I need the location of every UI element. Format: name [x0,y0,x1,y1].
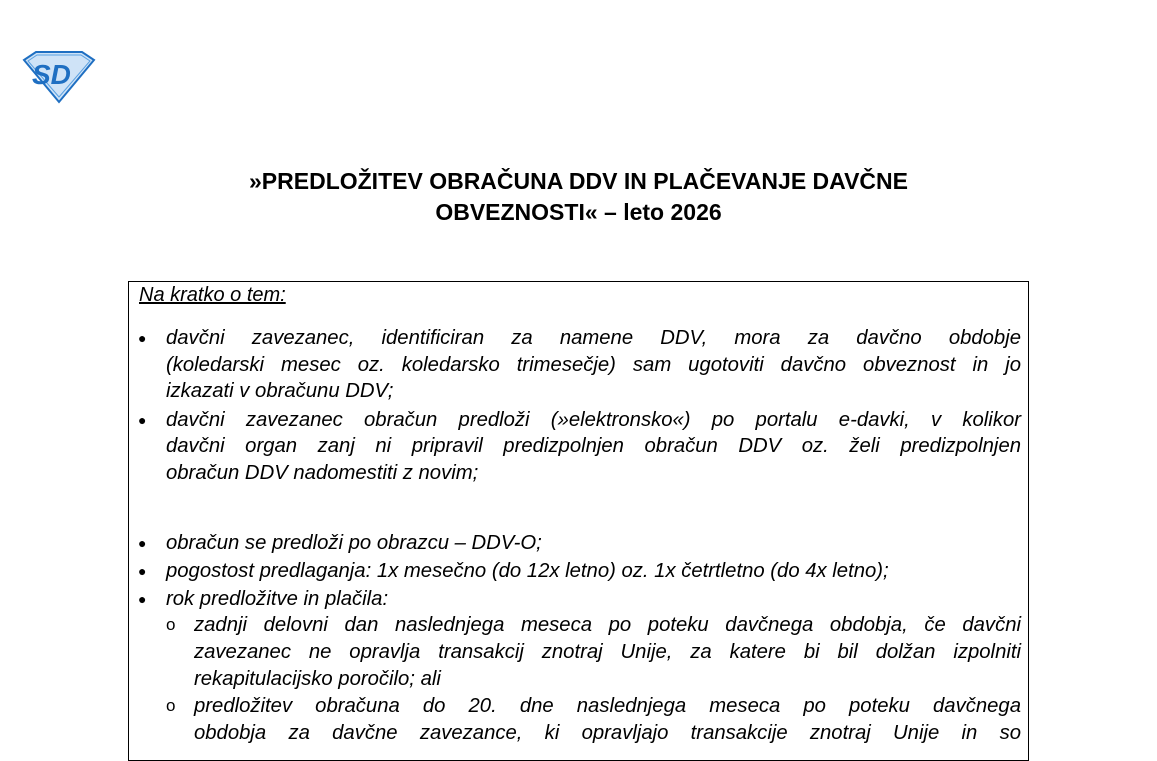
bullet-icon: ● [138,563,147,580]
company-logo [22,50,96,104]
text-line: obračun DDV nadomestiti z novim; [166,461,479,484]
text-line: obdobja za davčne zavezance, ki opravljajo transakcije znotraj Unije in so [194,721,1021,744]
summary-list [129,325,1029,746]
summary-heading: Na kratko o tem: [139,284,286,306]
svg-text:SD: SD [32,59,71,90]
list-item [138,407,1021,487]
list-item [138,325,1021,405]
text-line: davčni organ zanj ni pripravil predizpolnjen obračun DDV oz. želi predizpolnjen [166,435,1021,458]
text-line: davčni zavezanec, identificiran za namene DDV, mora za davčno obdobje [166,327,1021,349]
bullet-icon: ● [138,330,147,346]
document-title [0,166,1157,228]
text-line: obračun se predloži po obrazcu – DDV-O; [166,531,542,554]
sub-list-item [166,693,1021,746]
text-line: zavezanec ne opravlja transakcij znotraj Unije, za katere bi bil dolžan izpolniti [194,640,1021,663]
circle-bullet-icon: o [166,615,176,635]
text-line: (koledarski mesec oz. koledarsko trimesečje) sam ugotoviti davčno obveznost in jo [166,353,1021,376]
text-line: predložitev obračuna do 20. dne naslednjega meseca po poteku davčnega [194,695,1021,718]
summary-box [128,281,1029,761]
text-line: rekapitulacijsko poročilo; ali [194,667,441,690]
text-line: zadnji delovni dan naslednjega meseca po poteku davčnega obdobja, če davčni [194,614,1021,637]
list-item [138,586,1021,613]
bullet-icon: ● [138,411,147,428]
circle-bullet-icon: o [166,696,176,716]
list-item [138,558,1021,585]
text-line: izkazati v obračunu DDV; [166,380,394,403]
list-item [138,530,1021,557]
bullet-icon: ● [138,590,147,607]
bullet-icon: ● [138,534,147,551]
text-line: davčni zavezanec obračun predloži (»elektronsko«) po portalu e-davki, v kolikor [166,408,1021,431]
sub-list-item [166,612,1021,692]
title-line-2: OBVEZNOSTI« – leto 2026 [435,199,722,225]
text-line: pogostost predlaganja: 1x mesečno (do 12x letno) oz. 1x četrtletno (do 4x letno); [166,560,889,583]
text-line: rok predložitve in plačila: [166,587,389,610]
title-line-1: »PREDLOŽITEV OBRAČUNA DDV IN PLAČEVANJE DAVČNE [249,168,908,194]
